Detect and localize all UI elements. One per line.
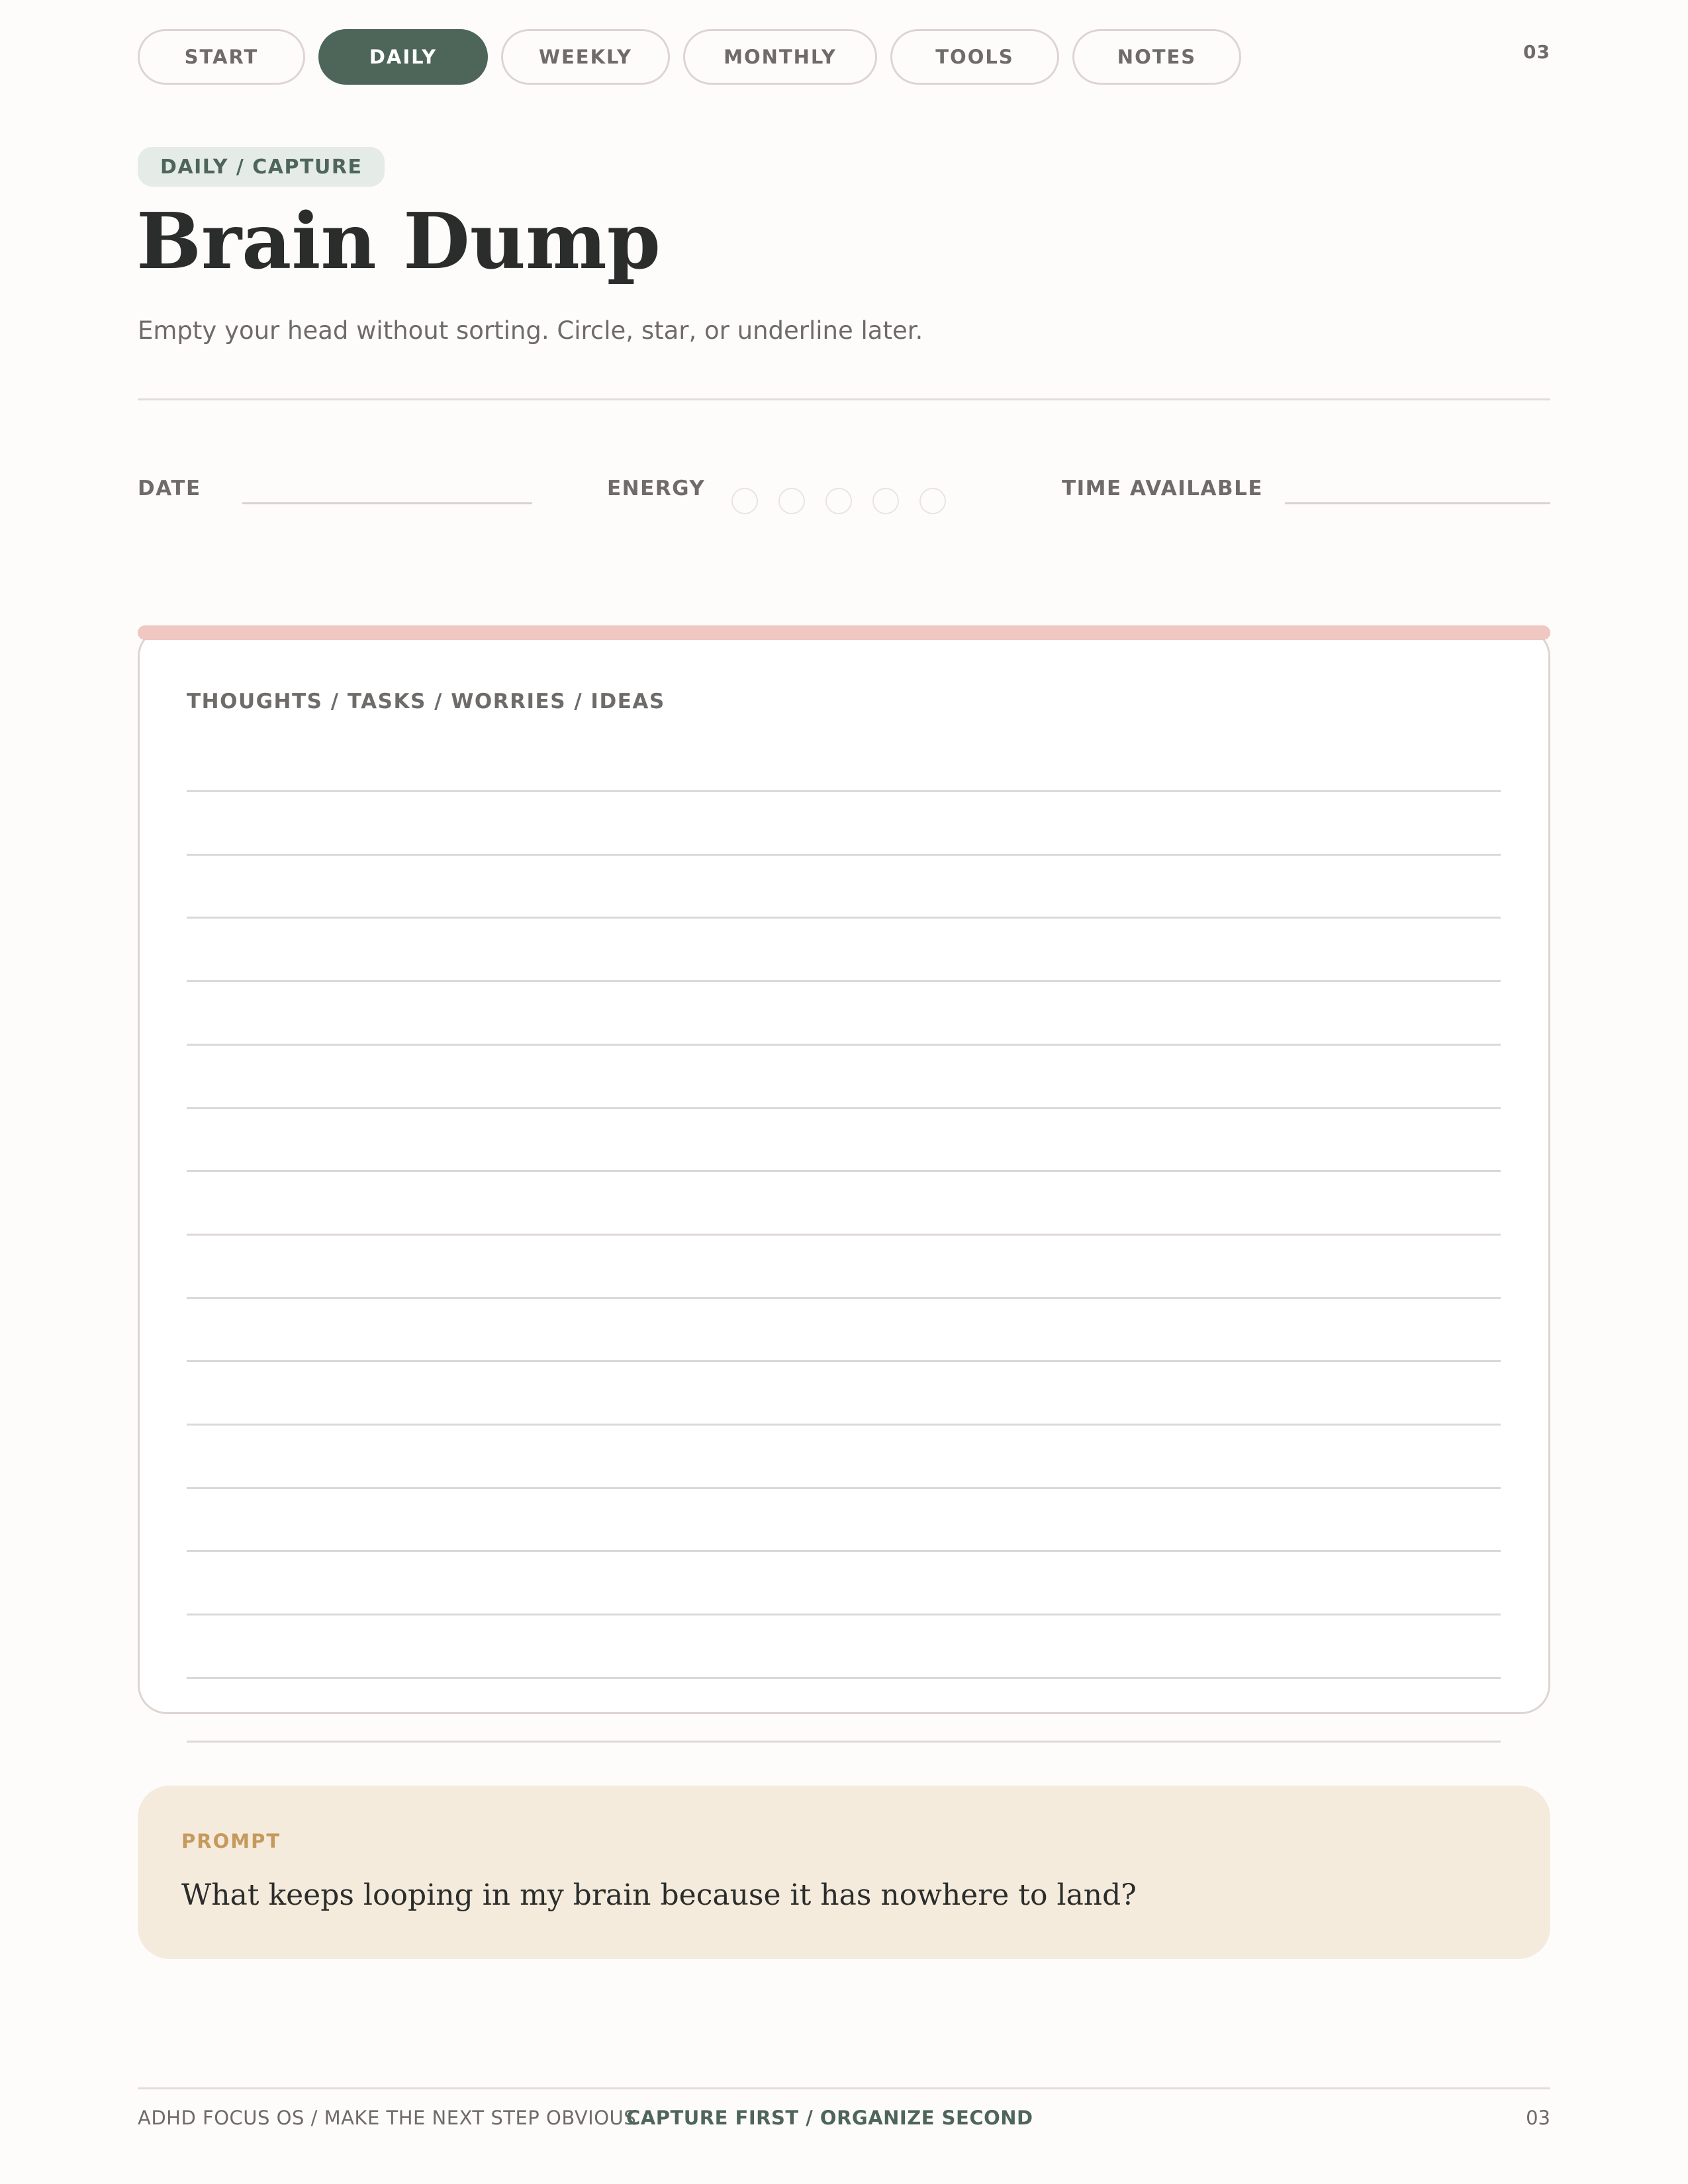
top-nav xyxy=(138,29,1254,85)
writing-line[interactable] xyxy=(187,1741,1501,1743)
tab-notes[interactable]: NOTES xyxy=(1072,29,1241,85)
prompt-label: PROMPT xyxy=(181,1830,281,1852)
writing-line[interactable] xyxy=(187,1297,1501,1299)
writing-line[interactable] xyxy=(187,980,1501,982)
writing-line[interactable] xyxy=(187,1677,1501,1679)
date-field[interactable] xyxy=(242,502,532,504)
tab-tools[interactable]: TOOLS xyxy=(890,29,1059,85)
writing-line[interactable] xyxy=(187,1550,1501,1552)
page-title: Brain Dump xyxy=(136,197,661,287)
header-divider xyxy=(138,398,1550,400)
footer-motto: CAPTURE FIRST / ORGANIZE SECOND xyxy=(626,2107,1033,2129)
energy-circle-4[interactable] xyxy=(872,488,899,514)
tab-daily[interactable]: DAILY xyxy=(318,29,488,85)
writing-line[interactable] xyxy=(187,1044,1501,1046)
page-subtitle: Empty your head without sorting. Circle, star, or underline later. xyxy=(138,316,923,345)
date-label: DATE xyxy=(138,477,201,500)
writing-line[interactable] xyxy=(187,1424,1501,1426)
prompt-text: What keeps looping in my brain because it has nowhere to land? xyxy=(181,1878,1137,1912)
writing-line[interactable] xyxy=(187,1107,1501,1109)
tab-monthly[interactable]: MONTHLY xyxy=(683,29,877,85)
writing-line[interactable] xyxy=(187,790,1501,792)
writing-line[interactable] xyxy=(187,1614,1501,1615)
footer-tagline: ADHD FOCUS OS / MAKE THE NEXT STEP OBVIOUS xyxy=(138,2107,637,2129)
writing-line[interactable] xyxy=(187,854,1501,856)
energy-circle-5[interactable] xyxy=(919,488,946,514)
page-number-top: 03 xyxy=(1523,41,1550,63)
energy-label: ENERGY xyxy=(607,477,706,500)
card-label: THOUGHTS / TASKS / WORRIES / IDEAS xyxy=(187,690,665,713)
time-available-field[interactable] xyxy=(1285,502,1550,504)
energy-circle-1[interactable] xyxy=(731,488,758,514)
footer-page-number: 03 xyxy=(1526,2107,1550,2129)
energy-circle-2[interactable] xyxy=(778,488,805,514)
writing-line[interactable] xyxy=(187,1487,1501,1489)
tab-start[interactable]: START xyxy=(138,29,305,85)
section-badge: DAILY / CAPTURE xyxy=(138,147,385,187)
tab-weekly[interactable]: WEEKLY xyxy=(501,29,670,85)
writing-line[interactable] xyxy=(187,1234,1501,1236)
time-available-label: TIME AVAILABLE xyxy=(1062,477,1264,500)
card-tape xyxy=(138,625,1550,640)
writing-line[interactable] xyxy=(187,1170,1501,1172)
footer-divider xyxy=(138,2087,1550,2089)
energy-circle-3[interactable] xyxy=(825,488,852,514)
writing-line[interactable] xyxy=(187,917,1501,919)
prompt-box xyxy=(138,1786,1550,1959)
writing-line[interactable] xyxy=(187,1360,1501,1362)
